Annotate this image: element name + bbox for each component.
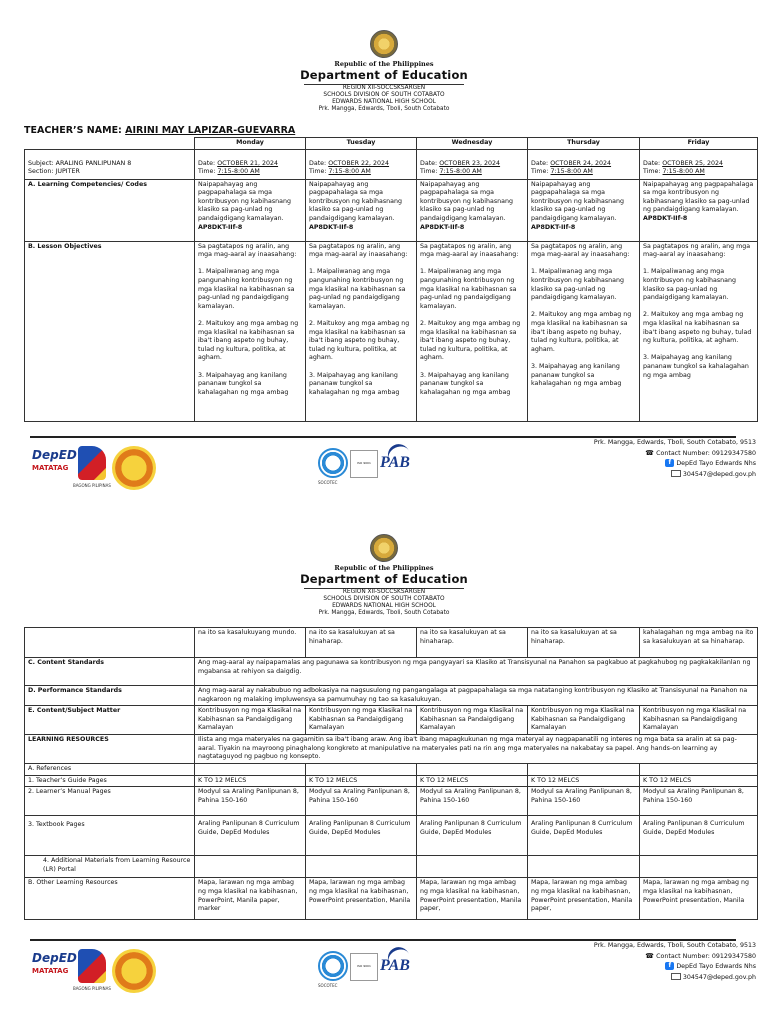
page-2 — [0, 512, 768, 1024]
objectives-label: B. Lesson Objectives — [25, 241, 195, 421]
bagong-pilipinas-text: BAGONG PILIPINAS — [73, 986, 111, 991]
footer-phone: Contact Number: 09129347580 — [656, 952, 756, 960]
textbook-row: 3. Textbook Pages Araling Panlipunan 8 Curriculum Guide, DepEd Modules Araling Panlipunan 8 Curriculum Guide, DepEd Modules Araling Panlipunan 8 Curriculum Guide, DepEd Modules Araling Panlipunan 8 Curriculum Guide, DepEd Modules Araling Panlipunan 8 Curriculum Guide, DepEd Modules — [25, 816, 758, 856]
department-title: Department of Education — [300, 572, 468, 586]
subject-matter-cell: Kontribusyon ng mga Klasikal na Kabihasnan sa Pandaigdigang Kamalayan — [528, 706, 640, 735]
objectives-row — [25, 241, 758, 421]
days-row — [25, 138, 758, 150]
day-wednesday: Wednesday — [417, 138, 528, 150]
lesson-plan-table-2 — [24, 627, 758, 920]
objectives-cell: Sa pagtatapos ng aralin, ang mga mag-aaral ay inaasahang: 1. Maipaliwanag ang mga pangunahing kontribusyon ng mga klasikal na kabihasnan sa pag-unlad ng pandaigdigang kamalayan. 2. Maitukoy ang mga ambag ng mga klasikal na kabihasnan sa iba't ibang aspeto ng buhay, tulad ng kultura, politika, at agham. 3. Maipahayag ang kanilang pananaw tungkol sa kahalagahan ng mga ambag — [417, 241, 528, 421]
pab-logo: PAB — [380, 444, 410, 484]
day-monday: Monday — [195, 138, 306, 150]
blank-cell — [25, 138, 195, 150]
competency-cell: Naipapahayag ang pagpapahalaga sa mga kontribusyon ng kabihasnang klasiko sa pag-unlad ng pandaigdigang kamalayan. AP8DKT-IIf-8 — [417, 179, 528, 241]
learning-resources-label: LEARNING RESOURCES — [25, 735, 195, 764]
section-text: Section: JUPITER — [28, 168, 80, 176]
page-header — [0, 534, 768, 617]
time-value: 7:15-8:00 AM — [328, 168, 371, 176]
footer-address: Prk. Mangga, Edwards, Tboli, South Cotabato, 9513 — [593, 942, 756, 949]
competency-cell: Naipapahayag ang pagpapahalaga sa mga kontribusyon ng kabihasnang klasiko sa pag-unlad ng pandaigdigang kamalayan. AP8DKT-IIf-8 — [640, 179, 758, 241]
subject-matter-cell: Kontribusyon ng mga Klasikal na Kabihasnan sa Pandaigdigang Kamalayan — [417, 706, 528, 735]
performance-standards-row — [25, 686, 758, 706]
lesson-plan-table-1 — [24, 137, 758, 422]
footer-facebook[interactable]: DepEd Tayo Edwards Nhs — [676, 460, 756, 467]
continued-row — [25, 628, 758, 658]
day-tuesday: Tuesday — [306, 138, 417, 150]
objectives-cell: Sa pagtatapos ng aralin, ang mga mag-aaral ay inaasahang: 1. Maipaliwanag ang mga pangunahing kontribusyon ng mga klasikal na kabihasnan sa pag-unlad ng pandaigdigang kamalayan. 2. Maitukoy ang mga ambag ng mga klasikal na kabihasnan sa iba't ibang aspeto ng buhay, tulad ng kultura, politika, at agham. 3. Maipahayag ang kanilang pananaw tungkol sa kahalagahan ng mga ambag — [306, 241, 417, 421]
email-icon — [671, 973, 681, 980]
teacher-name: AIRINI MAY LAPIZAR-GUEVARRA — [125, 125, 296, 136]
continued-cell: kahalagahan ng mga ambag na ito sa kasalukuyan at sa hinaharap. — [640, 628, 758, 658]
continued-cell: na ito sa kasalukuyan at sa hinaharap. — [306, 628, 417, 658]
day-thursday: Thursday — [528, 138, 640, 150]
region-text: REGION XII-SOCCSKSARGEN — [342, 589, 426, 595]
subject-matter-row — [25, 706, 758, 735]
footer-email[interactable]: 304547@deped.gov.ph — [682, 973, 756, 981]
date-cell: Date: OCTOBER 25, 2024 Time: 7:15-8:00 AM — [640, 149, 758, 179]
republic-text: Republic of the Philippines — [334, 60, 434, 68]
republic-text: Republic of the Philippines — [334, 564, 434, 572]
date-cell: Date: OCTOBER 23, 2024 Time: 7:15-8:00 AM — [417, 149, 528, 179]
learning-resources-text: Ilista ang mga materyales na gagamitin sa iba't ibang araw. Ang iba't ibang mapagkukunan ng mga materyal ay nagpapanatili ng interes ng mga bata sa aralin at sa pag-aaral. Tiyakin na mayroong pinaghalong kongkreto at manipulative na materyales pati na rin ang mga materyales na nakabatay sa papel. Ang hands-on learning ay nagtataguyod ng pagbuo ng konsepto. — [195, 735, 758, 764]
date-cell: Date: OCTOBER 24, 2024 Time: 7:15-8:00 AM — [528, 149, 640, 179]
other-resources-row: B. Other Learning Resources Mapa, larawan ng mga ambag ng mga klasikal na kabihasnan, PowerPoint, Manila paper, marker Mapa, larawan ng mga ambag ng mga klasikal na kabihasnan, PowerPoint presentation, Manila Mapa, larawan ng mga ambag ng mga klasikal na kabihasnan, PowerPoint presentation, Manila paper, Mapa, larawan ng mga ambag ng mga klasikal na kabihasnan, PowerPoint presentation, Manila paper, Mapa, larawan ng mga ambag ng mga klasikal na kabihasnan, PowerPoint presentation, Manila — [25, 878, 758, 920]
subject-text: Subject: ARALING PANLIPUNAN 8 — [28, 159, 132, 167]
date-value: OCTOBER 23, 2024 — [439, 159, 501, 167]
bagong-pilipinas-logo — [78, 949, 106, 983]
footer-address: Prk. Mangga, Edwards, Tboli, South Cotabato, 9513 — [593, 439, 756, 446]
competency-cell: Naipapahayag ang pagpapahalaga sa mga kontribusyon ng kabihasnang klasiko sa pag-unlad ng pandaigdigang kamalayan. AP8DKT-IIf-8 — [528, 179, 640, 241]
references-row — [25, 764, 758, 776]
competency-label: A. Learning Competencies/ Codes — [25, 179, 195, 241]
school-seal-icon — [112, 949, 156, 993]
time-value: 7:15-8:00 AM — [550, 168, 593, 176]
continued-cell: na ito sa kasalukuyan at sa hinaharap. — [417, 628, 528, 658]
time-value: 7:15-8:00 AM — [439, 168, 482, 176]
teacher-label: TEACHER’S NAME: — [24, 125, 126, 136]
date-value: OCTOBER 22, 2024 — [328, 159, 390, 167]
additional-materials-label: 4. Additional Materials from Learning Resource (LR) Portal — [25, 856, 195, 878]
deped-seal-icon — [370, 30, 398, 58]
region-text: REGION XII-SOCCSKSARGEN — [342, 85, 426, 91]
time-value: 7:15-8:00 AM — [662, 168, 705, 176]
performance-standards-text: Ang mag-aaral ay nakabubuo ng adbokasiya na nagsusulong ng pangangalaga at pagpapahalaga sa mga natatanging kontribusyon ng Klasiko at Transisyunal na Panahon na nagkaroon ng malaking impluwensya sa pamumuhay ng tao sa kasalukuyan. — [195, 686, 758, 706]
page-footer — [0, 939, 768, 999]
page-header — [0, 30, 768, 113]
footer-phone: Contact Number: 09129347580 — [656, 449, 756, 457]
additional-materials-row — [25, 856, 758, 878]
learners-manual-row: 2. Learner’s Manual Pages Modyul sa Araling Panlipunan 8, Pahina 150-160 Modyul sa Araling Panlipunan 8, Pahina 150-160 Modyul sa Araling Panlipunan 8, Pahina 150-160 Modyul sa Araling Panlipunan 8, Pahina 150-160 Modyul sa Araling Panlipunan 8, Pahina 150-160 — [25, 787, 758, 816]
date-value: OCTOBER 21, 2024 — [217, 159, 279, 167]
address-text: Prk. Mangga, Edwards, Tboli, South Cotabato — [318, 610, 450, 616]
teacher-name-line — [24, 125, 295, 136]
socotec-text: SOCOTEC — [318, 480, 338, 485]
blank-cell — [25, 628, 195, 658]
facebook-icon: f — [665, 459, 674, 467]
content-standards-label: C. Content Standards — [25, 658, 195, 686]
learners-manual-label: 2. Learner’s Manual Pages — [25, 787, 195, 816]
socotec-text: SOCOTEC — [318, 983, 338, 988]
iso-certification-icon — [318, 448, 348, 478]
performance-standards-label: D. Performance Standards — [25, 686, 195, 706]
objectives-cell: Sa pagtatapos ng aralin, ang mga mag-aaral ay inaasahang: 1. Maipaliwanag ang mga kontribusyon ng kabihasnang klasiko sa pag-unlad ng pandaigdigang kamalayan. 2. Maitukoy ang mga ambag ng mga klasikal na kabihasnan sa iba't ibang aspeto ng buhay, tulad ng kultura, politika, at agham. 3. Maipahayag ang kanilang pananaw tungkol sa kahalagahan ng mga ambag — [528, 241, 640, 421]
learning-resources-row — [25, 735, 758, 764]
subject-matter-cell: Kontribusyon ng mga Klasikal na Kabihasnan sa Pandaigdigang Kamalayan — [640, 706, 758, 735]
other-resources-label: B. Other Learning Resources — [25, 878, 195, 920]
objectives-cell: Sa pagtatapos ng aralin, ang mga mag-aaral ay inaasahang: 1. Maipaliwanag ang mga pangunahing kontribusyon ng mga klasikal na kabihasnan sa pag-unlad ng pandaigdigang kamalayan. 2. Maitukoy ang mga ambag ng mga klasikal na kabihasnan sa iba't ibang aspeto ng buhay, tulad ng kultura, politika, at agham. 3. Maipahayag ang kanilang pananaw tungkol sa kahalagahan ng mga ambag — [195, 241, 306, 421]
division-text: SCHOOLS DIVISION OF SOUTH COTABATO — [323, 596, 445, 602]
teachers-guide-label: 1. Teacher’s Guide Pages — [25, 775, 195, 787]
subject-cell — [25, 149, 195, 179]
objectives-cell: Sa pagtatapos ng aralin, ang mga mag-aaral ay inaasahang: 1. Maipaliwanag ang mga kontribusyon ng kabihasnang klasiko sa pag-unlad ng pandaigdigang kamalayan. 2. Maitukoy ang mga ambag ng mga klasikal na kabihasnan sa iba't ibang aspeto ng buhay, tulad ng kultura, politika, at agham. 3. Maipahayag ang kanilang pananaw tungkol sa kahalagahan ng mga ambag — [640, 241, 758, 421]
deped-seal-icon — [370, 534, 398, 562]
division-text: SCHOOLS DIVISION OF SOUTH COTABATO — [323, 92, 445, 98]
date-cell: Date: OCTOBER 21, 2024 Time: 7:15-8:00 AM — [195, 149, 306, 179]
deped-logo: DepED MATATAG — [32, 951, 77, 975]
textbook-label: 3. Textbook Pages — [25, 816, 195, 856]
competency-cell: Naipapahayag ang pagpapahalaga sa mga kontribusyon ng kabihasnang klasiko sa pag-unlad ng pandaigdigang kamalayan. AP8DKT-IIf-8 — [306, 179, 417, 241]
iso-certification-icon — [318, 951, 348, 981]
deped-logo: DepED MATATAG — [32, 448, 77, 472]
subject-matter-cell: Kontribusyon ng mga Klasikal na Kabihasnan sa Pandaigdigang Kamalayan — [195, 706, 306, 735]
competency-cell: Naipapahayag ang pagpapahalaga sa mga kontribusyon ng kabihasnang klasiko sa pag-unlad ng pandaigdigang kamalayan. AP8DKT-IIf-8 — [195, 179, 306, 241]
time-value: 7:15-8:00 AM — [217, 168, 260, 176]
footer-email[interactable]: 304547@deped.gov.ph — [682, 470, 756, 478]
content-standards-row — [25, 658, 758, 686]
facebook-icon: f — [665, 962, 674, 970]
date-row — [25, 149, 758, 179]
continued-cell: na ito sa kasalukuyan at sa hinaharap. — [528, 628, 640, 658]
footer-contact — [594, 941, 756, 983]
address-text: Prk. Mangga, Edwards, Tboli, South Cotabato — [318, 106, 450, 112]
iso-box: ISO 9001 — [350, 953, 378, 981]
subject-matter-label: E. Content/Subject Matter — [25, 706, 195, 735]
bagong-pilipinas-logo — [78, 446, 106, 480]
pab-logo: PAB — [380, 947, 410, 987]
subject-matter-cell: Kontribusyon ng mga Klasikal na Kabihasnan sa Pandaigdigang Kamalayan — [306, 706, 417, 735]
iso-box: ISO 9001 — [350, 450, 378, 478]
footer-facebook[interactable]: DepEd Tayo Edwards Nhs — [676, 963, 756, 970]
references-label: A. References — [25, 764, 195, 776]
date-cell: Date: OCTOBER 22, 2024 Time: 7:15-8:00 AM — [306, 149, 417, 179]
teachers-guide-row: 1. Teacher’s Guide Pages K TO 12 MELCS K TO 12 MELCS K TO 12 MELCS K TO 12 MELCS K TO 12 MELCS — [25, 775, 758, 787]
date-value: OCTOBER 24, 2024 — [550, 159, 612, 167]
day-friday: Friday — [640, 138, 758, 150]
content-standards-text: Ang mag-aaral ay naipapamalas ang pagunawa sa kontribusyon ng mga pangyayari sa Klasiko at Transisyunal na Panahon sa pagkabuo at pagkahubog ng pagkakakilanlan ng mgabansa at rehiyon sa daigdig. — [195, 658, 758, 686]
school-text: EDWARDS NATIONAL HIGH SCHOOL — [332, 99, 436, 105]
date-value: OCTOBER 25, 2024 — [662, 159, 724, 167]
phone-icon: ☎ — [645, 951, 654, 960]
phone-icon: ☎ — [645, 448, 654, 457]
bagong-pilipinas-text: BAGONG PILIPINAS — [73, 483, 111, 488]
school-text: EDWARDS NATIONAL HIGH SCHOOL — [332, 603, 436, 609]
department-title: Department of Education — [300, 68, 468, 82]
page-footer — [0, 436, 768, 496]
footer-contact — [594, 438, 756, 480]
competency-row — [25, 179, 758, 241]
continued-cell: na ito sa kasalukuyang mundo. — [195, 628, 306, 658]
school-seal-icon — [112, 446, 156, 490]
email-icon — [671, 470, 681, 477]
